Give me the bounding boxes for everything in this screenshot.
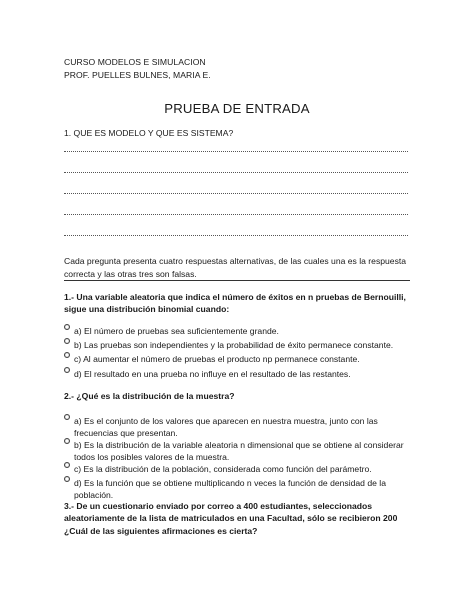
professor-name: PROF. PUELLES BULNES, MARIA E. <box>64 70 211 80</box>
section-divider <box>64 280 410 281</box>
answer-line-2 <box>64 172 408 173</box>
page-title: PRUEBA DE ENTRADA <box>164 101 310 116</box>
option-label: c) Al aumentar el número de pruebas el producto np permanece constante. <box>74 354 360 364</box>
radio-button[interactable] <box>64 438 70 444</box>
answer-line-5 <box>64 235 408 236</box>
option-label: d) Es la función que se obtiene multiplicando n veces la función de densidad de la población. <box>74 478 386 500</box>
answer-line-3 <box>64 193 408 194</box>
option-label: b) Las pruebas son independientes y la probabilidad de éxito permanece constante. <box>74 340 394 350</box>
option-label: a) Es el conjunto de los valores que aparecen en nuestra muestra, junto con las frecuencias que presentan. <box>74 416 378 438</box>
question-1-label: 1. QUE ES MODELO Y QUE ES SISTEMA? <box>64 128 234 138</box>
option-label: d) El resultado en una prueba no influye en el resultado de las restantes. <box>74 369 351 379</box>
instructions-text: Cada pregunta presenta cuatro respuestas alternativas, de las cuales una es la respuesta correcta y las otras tres son falsas. <box>64 256 407 279</box>
radio-button[interactable] <box>64 338 70 344</box>
radio-button[interactable] <box>64 476 70 482</box>
answer-line-1 <box>64 151 408 152</box>
option-label: b) Es la distribución de la variable aleatoria n dimensional que se obtiene al considerar todos los posibles valores de la muestra. <box>74 440 404 462</box>
option-label: c) Es la distribución de la población, considerada como función del parámetro. <box>74 464 372 474</box>
course-name: CURSO MODELOS E SIMULACION <box>64 57 206 67</box>
radio-button[interactable] <box>64 324 70 330</box>
option-label: a) El número de pruebas sea suficientemente grande. <box>74 326 279 336</box>
question-questionnaire: 3.- De un cuestionario enviado por correo a 400 estudiantes, seleccionados aleatoriamente de la lista de matriculados en una Facultad, sólo se recibieron 200 ¿Cuál de las siguientes afirmaciones es cierta? <box>64 501 398 536</box>
question-sample-distribution: 2.- ¿Qué es la distribución de la muestra? <box>64 391 235 401</box>
radio-button[interactable] <box>64 367 70 373</box>
radio-button[interactable] <box>64 352 70 358</box>
question-binomial: 1.- Una variable aleatoria que indica el número de éxitos en n pruebas de Bernouilli, sigue una distribución binomial cuando: <box>64 292 406 315</box>
radio-button[interactable] <box>64 414 70 420</box>
radio-button[interactable] <box>64 462 70 468</box>
answer-line-4 <box>64 214 408 215</box>
